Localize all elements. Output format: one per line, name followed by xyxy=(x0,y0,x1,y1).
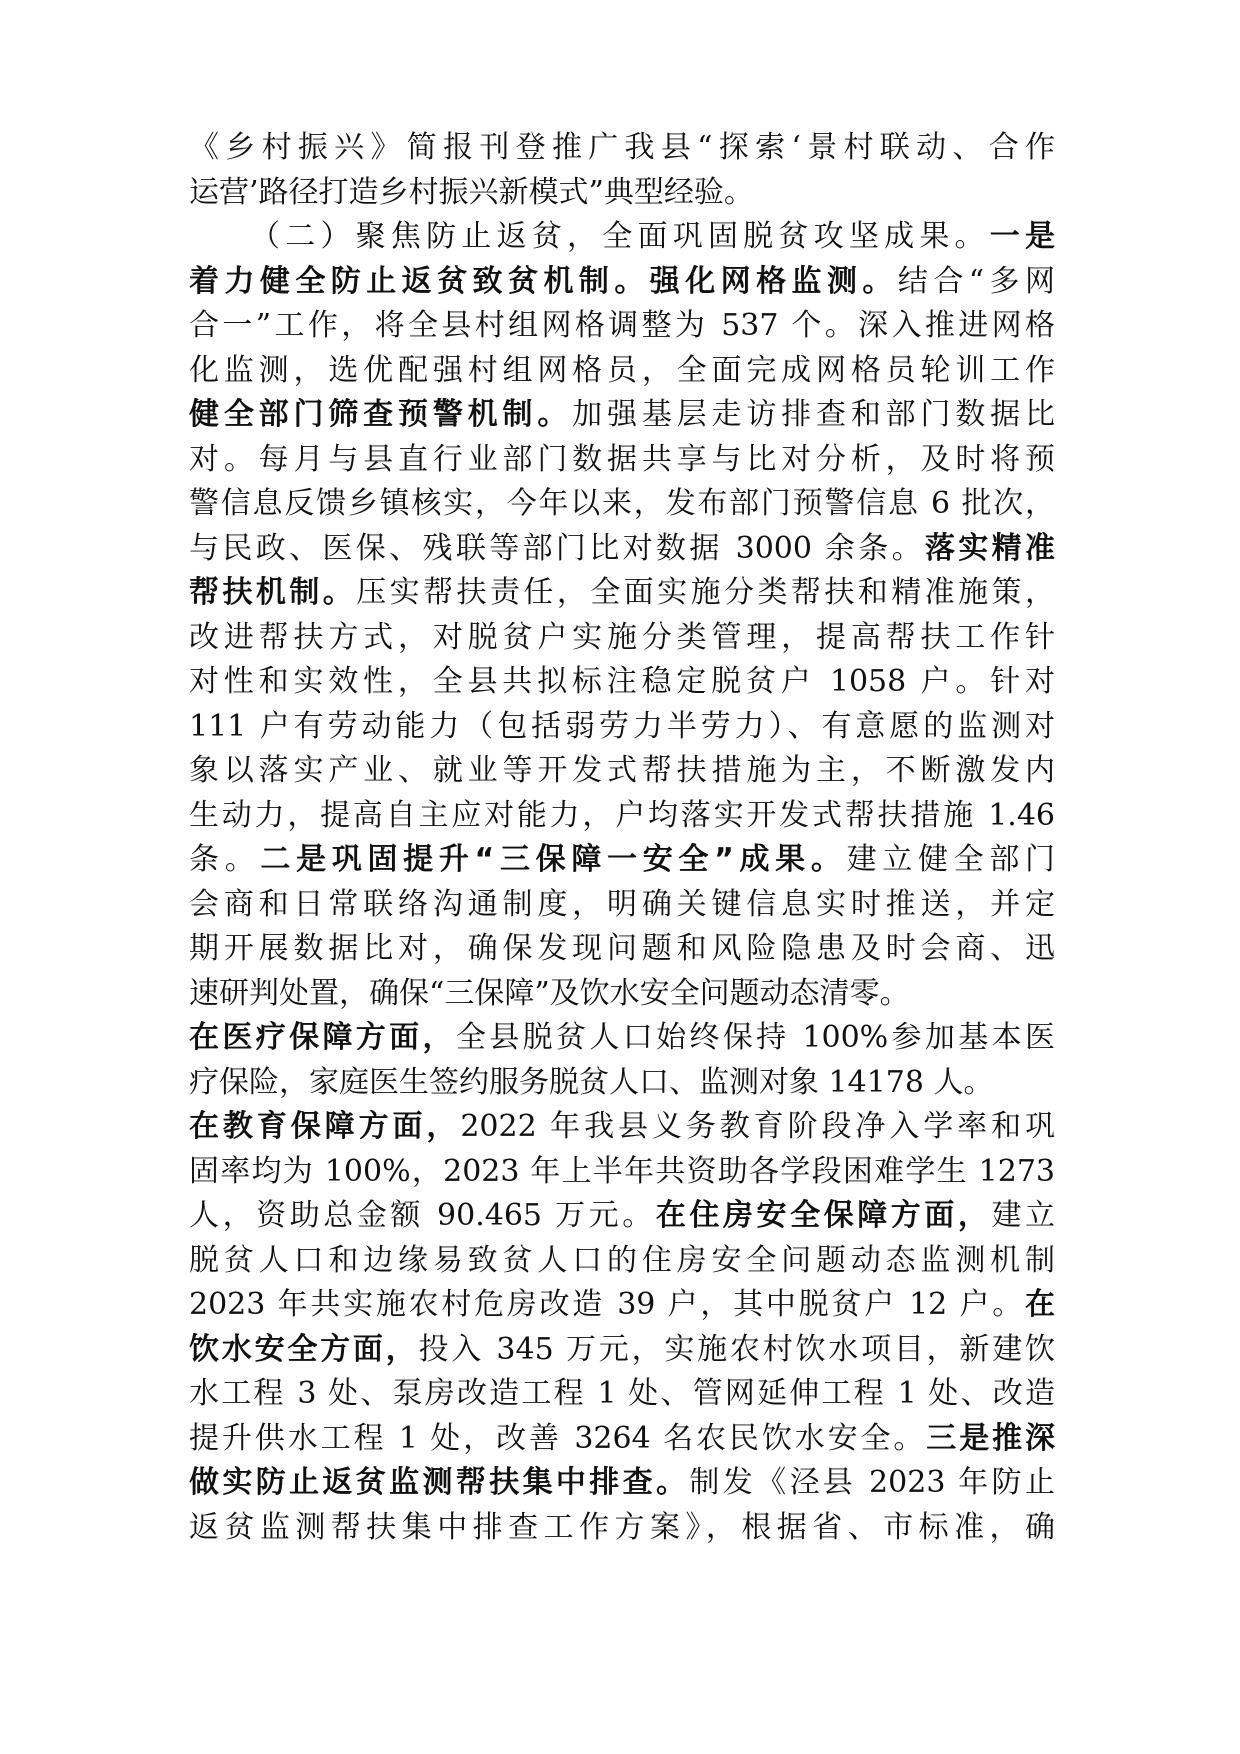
text-line xyxy=(189,348,1055,394)
bold-text-segment: 二是巩固提升“三保障一安全”成果。 xyxy=(260,842,847,877)
text-line xyxy=(189,615,1055,661)
text-line xyxy=(189,1505,1055,1551)
text-segment: 《乡村振兴》简报刊登推广我县“探索‘景村联动、合作 xyxy=(189,130,1055,165)
text-line xyxy=(189,481,1055,527)
text-segment: 对。每月与县直行业部门数据共享与比对分析，及时将预 xyxy=(189,441,1055,477)
bold-text-segment: 在住房安全保障方面， xyxy=(655,1198,992,1233)
text-segment: 疗保险，家庭医生签约服务脱贫人口、监测对象 14178 人。 xyxy=(189,1064,994,1100)
text-segment: 建立健全部门 xyxy=(846,842,1056,877)
text-line xyxy=(189,926,1055,972)
text-line xyxy=(250,214,1055,260)
text-segment: 运营’路径打造乡村振兴新模式”典型经验。 xyxy=(189,174,754,210)
text-line xyxy=(189,1193,1055,1239)
text-segment: 压实帮扶责任，全面实施分类帮扶和精准施策， xyxy=(356,575,1056,610)
text-segment: 提升供水工程 1 处，改善 3264 名农民饮水安全。 xyxy=(189,1420,927,1456)
text-segment: 2022 年我县义务教育阶段净入学率和巩 xyxy=(460,1109,1055,1144)
text-line xyxy=(189,303,1055,349)
text-line xyxy=(189,1149,1055,1195)
text-line xyxy=(189,971,1055,1017)
text-segment: 水工程 3 处、泵房改造工程 1 处、管网延伸工程 1 处、改造 xyxy=(189,1376,1055,1411)
text-line xyxy=(189,259,1055,305)
text-segment: 合一”工作，将全县村组网格调整为 537 个。深入推进网格 xyxy=(189,308,1055,343)
bold-text-segment: 健全部门筛查预警机制。 xyxy=(189,397,573,432)
text-segment: 对性和实效性，全县共拟标注稳定脱贫户 1058 户。针对 xyxy=(189,664,1055,699)
bold-text-segment: 一是 xyxy=(989,219,1056,254)
text-line xyxy=(189,659,1055,705)
text-line xyxy=(189,570,1055,616)
text-line xyxy=(189,1015,1055,1061)
text-segment: （二）聚焦防止返贫，全面巩固脱贫攻坚成果。 xyxy=(250,219,990,254)
text-segment: 与民政、医保、残联等部门比对数据 3000 余条。 xyxy=(189,530,925,566)
bold-text-segment: 落实精准 xyxy=(924,530,1056,566)
text-line xyxy=(189,170,1055,216)
text-segment: 速研判处置，确保“三保障”及饮水安全问题动态清零。 xyxy=(189,975,910,1011)
text-segment: 全县脱贫人口始终保持 100%参加基本医 xyxy=(455,1020,1056,1055)
text-segment: 会商和日常联络沟通制度，明确关键信息实时推送，并定 xyxy=(189,886,1055,922)
text-line xyxy=(189,882,1055,928)
text-line xyxy=(189,1104,1055,1150)
text-line xyxy=(189,1416,1055,1462)
bold-text-segment: 在教育保障方面， xyxy=(189,1109,461,1144)
bold-text-segment: 做实防止返贫监测帮扶集中排查。 xyxy=(189,1465,690,1500)
text-line xyxy=(189,437,1055,483)
bold-text-segment: 着力健全防止返贫致贫机制。强化网格监测。 xyxy=(189,263,898,299)
text-segment: 制发《泾县 2023 年防止 xyxy=(689,1465,1056,1500)
bold-text-segment: 帮扶机制。 xyxy=(189,575,357,610)
text-segment: 111 户有劳动能力（包括弱劳力半劳力）、有意愿的监测对 xyxy=(189,708,1055,744)
text-line xyxy=(189,392,1055,438)
bold-text-segment: 在医疗保障方面， xyxy=(189,1020,456,1055)
bold-text-segment: 饮水安全方面， xyxy=(189,1331,419,1367)
text-segment: 返贫监测帮扶集中排查工作方案》，根据省、市标准，确 xyxy=(189,1509,1055,1545)
text-segment: 建立 xyxy=(991,1198,1056,1233)
text-line xyxy=(189,1327,1055,1373)
text-segment: 固率均为 100%，2023 年上半年共资助各学段困难学生 1273 xyxy=(189,1153,1055,1189)
text-line xyxy=(189,704,1055,750)
text-segment: 生动力，提高自主应对能力，户均落实开发式帮扶措施 1.46 xyxy=(189,797,1055,833)
text-segment: 投入 345 万元，实施农村饮水项目，新建饮 xyxy=(418,1331,1056,1367)
text-line xyxy=(189,748,1055,794)
text-segment: 加强基层走访排查和部门数据比 xyxy=(572,397,1056,432)
bold-text-segment: 在 xyxy=(1025,1287,1055,1322)
text-segment: 改进帮扶方式，对脱贫户实施分类管理，提高帮扶工作针 xyxy=(189,619,1055,655)
text-segment: 象以落实产业、就业等开发式帮扶措施为主，不断激发内 xyxy=(189,753,1055,788)
text-line xyxy=(189,793,1055,839)
text-line xyxy=(189,1371,1055,1417)
text-segment: 2023 年共实施农村危房改造 39 户，其中脱贫户 12 户。 xyxy=(189,1287,1025,1322)
text-segment: 化监测，选优配强村组网格员，全面完成网格员轮训工作 xyxy=(189,352,1055,388)
text-segment: 条。 xyxy=(189,842,261,877)
text-line xyxy=(189,1060,1055,1106)
text-line xyxy=(189,1460,1055,1506)
text-line xyxy=(189,526,1055,572)
text-line xyxy=(189,125,1055,171)
text-segment: 结合“多网 xyxy=(897,263,1056,299)
text-line xyxy=(189,1282,1055,1328)
text-segment: 脱贫人口和边缘易致贫人口的住房安全问题动态监测机制 xyxy=(189,1242,1055,1278)
text-segment: 警信息反馈乡镇核实，今年以来，发布部门预警信息 6 批次， xyxy=(189,486,1055,521)
text-line xyxy=(189,1238,1055,1284)
bold-text-segment: 三是推深 xyxy=(926,1420,1055,1456)
text-line xyxy=(189,837,1055,883)
text-segment: 期开展数据比对，确保发现问题和风险隐患及时会商、迅 xyxy=(189,931,1055,966)
text-segment: 人，资助总金额 90.465 万元。 xyxy=(189,1198,656,1233)
